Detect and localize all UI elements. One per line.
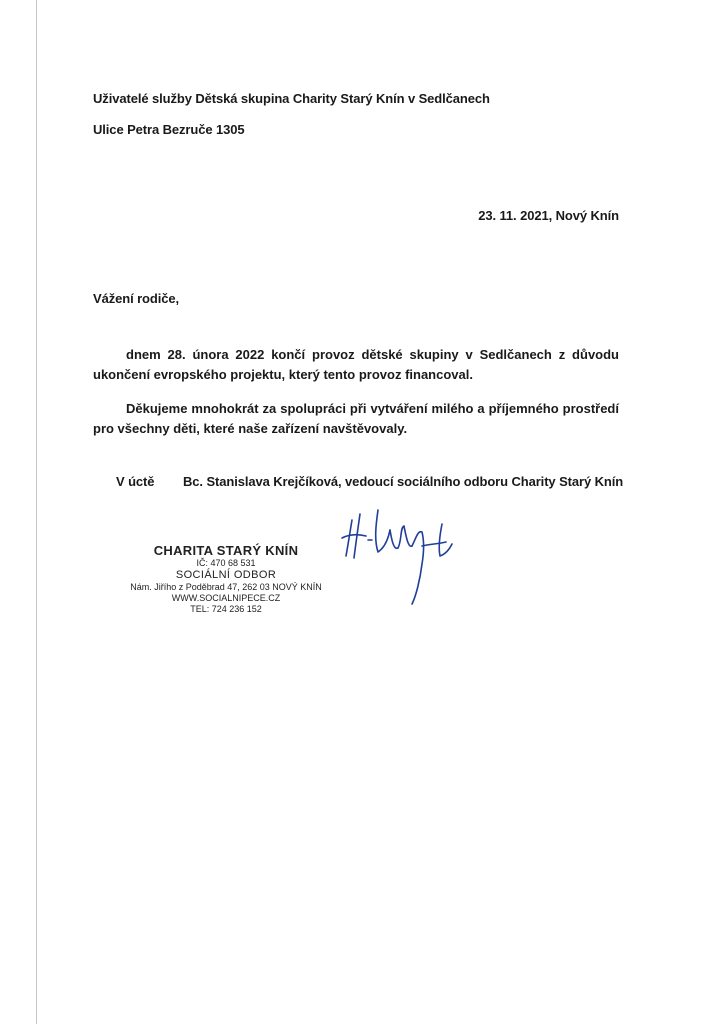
- handwritten-signature: [338, 500, 458, 610]
- stamp-address: Nám. Jiřího z Poděbrad 47, 262 03 NOVÝ KNÍN: [130, 582, 322, 592]
- scan-edge-line: [36, 0, 37, 1024]
- recipient-line-1: Uživatelé služby Dětská skupina Charity Starý Knín v Sedlčanech: [93, 91, 490, 106]
- stamp-name: CHARITA STARÝ KNÍN: [153, 543, 299, 558]
- paragraph-1: dnem 28. února 2022 končí provoz dětské skupiny v Sedlčanech z důvodu ukončení evropského projektu, který tento provoz financoval.: [93, 347, 619, 382]
- recipient-line-2: Ulice Petra Bezruče 1305: [93, 122, 245, 137]
- closing-regards: V úctě: [116, 474, 155, 489]
- organization-stamp: [110, 543, 342, 615]
- stamp-web: WWW.SOCIALNIPECE.CZ: [171, 593, 281, 603]
- stamp-department: SOCIÁLNÍ ODBOR: [175, 569, 277, 581]
- stamp-tel: TEL: 724 236 152: [190, 604, 262, 614]
- date-line: 23. 11. 2021, Nový Knín: [478, 208, 619, 223]
- salutation: Vážení rodiče,: [93, 291, 180, 306]
- paragraph-2: Děkujeme mnohokrát za spolupráci při vytváření milého a příjemného prostředí pro všechny děti, které naše zařízení navštěvovaly.: [93, 401, 619, 436]
- stamp-ic: IČ: 470 68 531: [196, 558, 256, 568]
- signer-name: Bc. Stanislava Krejčíková, vedoucí sociálního odboru Charity Starý Knín: [183, 474, 624, 489]
